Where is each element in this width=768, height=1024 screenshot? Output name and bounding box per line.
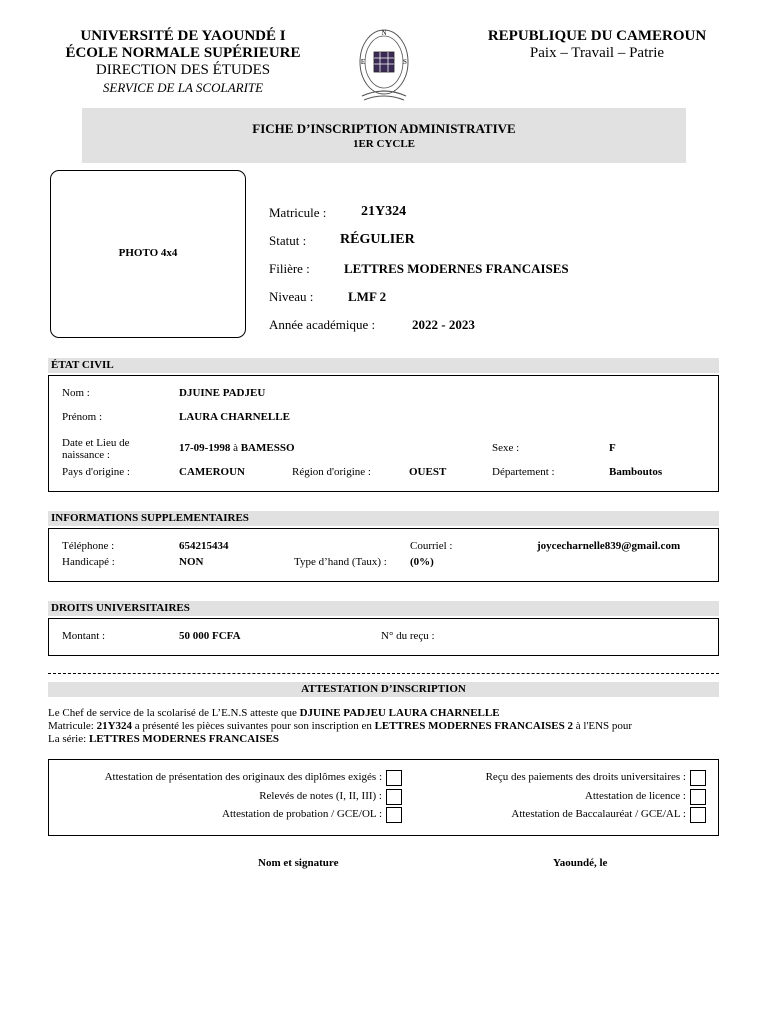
attestation-line2-suffix: à l'ENS pour <box>572 720 633 732</box>
dashed-separator <box>48 673 719 674</box>
university-emblem-icon <box>354 26 414 106</box>
matricule-value: 21Y324 <box>361 204 407 219</box>
attestation-line1 <box>48 707 728 720</box>
birth-place: BAMESSO <box>240 442 295 454</box>
region-value: OUEST <box>409 466 447 478</box>
piece-bac-checkbox[interactable] <box>690 807 706 823</box>
niveau-label: Niveau : <box>269 289 314 304</box>
sexe-label: Sexe : <box>492 442 520 454</box>
attestation-line3 <box>48 733 728 746</box>
droits-header: DROITS UNIVERSITAIRES <box>48 601 719 616</box>
header-left <box>48 28 318 96</box>
attestation-line3-prefix: La série: <box>48 733 89 745</box>
statut-value: RÉGULIER <box>340 232 415 247</box>
statut-label: Statut : <box>269 233 307 248</box>
piece-releves-label: Relevés de notes (I, II, III) : <box>259 790 382 802</box>
attestation-serie: LETTRES MODERNES FRANCAISES <box>88 733 280 745</box>
piece-licence-checkbox[interactable] <box>690 789 706 805</box>
nom-value: DJUINE PADJEU <box>179 387 266 399</box>
piece-bac-label: Attestation de Baccalauréat / GCE/AL : <box>511 808 686 820</box>
photo-label: PHOTO 4x4 <box>118 247 178 259</box>
attestation-text <box>48 707 728 746</box>
student-full-name: DJUINE PADJEU LAURA CHARNELLE <box>299 707 500 719</box>
piece-probation-label: Attestation de probation / GCE/OL : <box>222 808 382 820</box>
matricule-label: Matricule : <box>269 205 327 220</box>
signature-label: Nom et signature <box>258 857 339 869</box>
sexe-value: F <box>609 442 616 454</box>
form-title: FICHE D’INSCRIPTION ADMINISTRATIVE <box>252 121 516 136</box>
courriel-value: joycecharnelle839@gmail.com <box>537 540 681 552</box>
filiere-label: Filière : <box>269 261 310 276</box>
departement-value: Bamboutos <box>609 466 663 478</box>
emblem-letter-n: N <box>381 29 387 37</box>
montant-value: 50 000 FCFA <box>179 630 241 642</box>
piece-licence-label: Attestation de licence : <box>584 790 686 802</box>
pays-value: CAMEROUN <box>179 466 245 478</box>
handicap-label: Handicapé : <box>62 556 115 568</box>
annee-value: 2022 - 2023 <box>412 317 475 332</box>
niveau-value: LMF 2 <box>348 289 387 304</box>
date-lieu-label-line1: Date et Lieu de <box>62 437 130 449</box>
form-subtitle: 1ER CYCLE <box>352 138 416 150</box>
attestation-matricule: 21Y324 <box>96 720 133 732</box>
etat-civil-header: ÉTAT CIVIL <box>48 358 719 373</box>
prenom-value: LAURA CHARNELLE <box>179 411 290 423</box>
departement-label: Département : <box>492 466 555 478</box>
form-title-box <box>82 108 686 163</box>
attestation-header: ATTESTATION D’INSCRIPTION <box>48 682 719 697</box>
piece-recu-label: Reçu des paiements des droits universitaires : <box>485 771 686 783</box>
nom-label: Nom : <box>62 387 90 399</box>
direction-name: DIRECTION DES ÉTUDES <box>95 62 271 78</box>
country-name: REPUBLIQUE DU CAMEROUN <box>487 28 707 44</box>
courriel-label: Courriel : <box>410 540 453 552</box>
attestation-line2-middle: a présenté les pièces suivantes pour son inscription en <box>132 720 375 732</box>
country-motto: Paix – Travail – Patrie <box>529 45 665 61</box>
birth-date: 17-09-1998 <box>179 442 231 454</box>
header-right <box>462 28 732 62</box>
service-name: SERVICE DE LA SCOLARITE <box>102 80 264 95</box>
type-handicap-label: Type d’hand (Taux) : <box>294 556 387 568</box>
montant-label: Montant : <box>62 630 106 642</box>
prenom-label: Prénom : <box>62 411 103 423</box>
piece-recu-checkbox[interactable] <box>690 770 706 786</box>
emblem-letter-e: E <box>360 58 366 66</box>
school-name: ÉCOLE NORMALE SUPÉRIEURE <box>65 45 301 61</box>
pays-label: Pays d'origine : <box>62 466 130 478</box>
region-label: Région d'origine : <box>292 466 371 478</box>
infos-supp-box <box>48 528 719 582</box>
attestation-line1-text: Le Chef de service de la scolarisé de L’E.N.S atteste que <box>48 707 300 719</box>
recu-label: N° du reçu : <box>381 630 435 642</box>
attestation-filiere: LETTRES MODERNES FRANCAISES 2 <box>374 720 573 732</box>
date-lieu-label-line2: naissance : <box>62 449 110 461</box>
attestation-line2-prefix: Matricule: <box>48 720 97 732</box>
type-handicap-value: (0%) <box>410 556 434 568</box>
date-lieu-label <box>62 437 130 461</box>
emblem-letter-s: S <box>403 58 407 66</box>
university-name: UNIVERSITÉ DE YAOUNDÉ I <box>80 28 286 44</box>
infos-supp-header: INFORMATIONS SUPPLEMENTAIRES <box>48 511 719 526</box>
annee-label: Année académique : <box>269 317 376 332</box>
photo-placeholder <box>50 170 246 338</box>
filiere-value: LETTRES MODERNES FRANCAISES <box>344 261 569 276</box>
telephone-value: 654215434 <box>179 540 229 552</box>
telephone-label: Téléphone : <box>62 540 115 552</box>
handicap-value: NON <box>179 556 204 568</box>
piece-originaux-label: Attestation de présentation des originaux des diplômes exigés : <box>104 771 382 783</box>
birth-a: à <box>233 442 238 454</box>
date-lieu-value <box>179 442 295 454</box>
place-date-label: Yaoundé, le <box>553 857 608 869</box>
attestation-line2 <box>48 720 728 733</box>
